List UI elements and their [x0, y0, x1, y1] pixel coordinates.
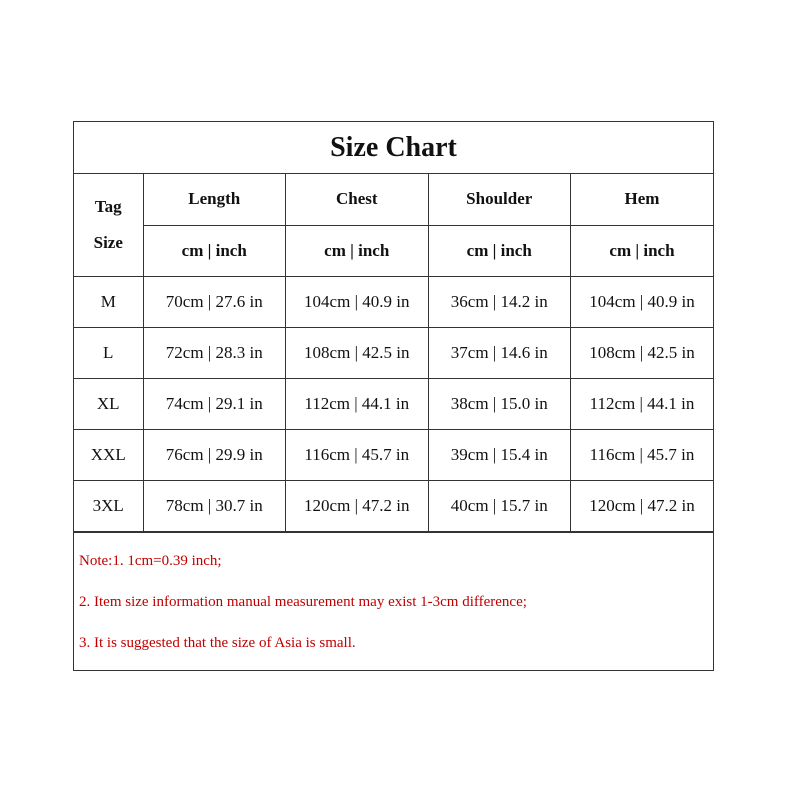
chest-cell: 108cm | 42.5 in [286, 327, 429, 378]
hem-cell: 112cm | 44.1 in [571, 378, 714, 429]
length-cell: 72cm | 28.3 in [143, 327, 286, 378]
note-line: Note:1. 1cm=0.39 inch; [79, 553, 222, 569]
unit-label: cm | inch [286, 225, 429, 276]
table-row [74, 327, 713, 378]
hem-cell: 116cm | 45.7 in [571, 429, 714, 480]
column-header-length: Length [143, 174, 286, 225]
shoulder-cell: 40cm | 15.7 in [428, 480, 571, 531]
table-row [74, 480, 713, 531]
table-row [74, 276, 713, 327]
size-label: 3XL [74, 480, 143, 531]
unit-row [74, 225, 713, 276]
length-cell: 70cm | 27.6 in [143, 276, 286, 327]
size-table [74, 174, 713, 532]
shoulder-cell: 38cm | 15.0 in [428, 378, 571, 429]
length-cell: 78cm | 30.7 in [143, 480, 286, 531]
note-line: 3. It is suggested that the size of Asia is small. [79, 635, 356, 651]
chest-cell: 120cm | 47.2 in [286, 480, 429, 531]
chest-cell: 104cm | 40.9 in [286, 276, 429, 327]
column-header-shoulder: Shoulder [428, 174, 571, 225]
shoulder-cell: 36cm | 14.2 in [428, 276, 571, 327]
header-row [74, 174, 713, 225]
size-label: L [74, 327, 143, 378]
note-line: 2. Item size information manual measurement may exist 1-3cm difference; [79, 594, 527, 610]
size-label: XXL [74, 429, 143, 480]
hem-cell: 104cm | 40.9 in [571, 276, 714, 327]
column-header-hem: Hem [571, 174, 714, 225]
table-row [74, 378, 713, 429]
shoulder-cell: 39cm | 15.4 in [428, 429, 571, 480]
length-cell: 76cm | 29.9 in [143, 429, 286, 480]
tag-size-line1: Tag [94, 196, 122, 216]
table-row [74, 429, 713, 480]
size-chart [73, 121, 714, 671]
unit-label: cm | inch [143, 225, 286, 276]
hem-cell: 108cm | 42.5 in [571, 327, 714, 378]
chest-cell: 116cm | 45.7 in [286, 429, 429, 480]
chart-title: Size Chart [74, 122, 713, 174]
size-label: M [74, 276, 143, 327]
tag-size-line2: Size [93, 232, 123, 252]
unit-label: cm | inch [428, 225, 571, 276]
length-cell: 74cm | 29.1 in [143, 378, 286, 429]
size-label: XL [74, 378, 143, 429]
column-header-chest: Chest [286, 174, 429, 225]
tag-size-header [74, 174, 143, 276]
shoulder-cell: 37cm | 14.6 in [428, 327, 571, 378]
unit-label: cm | inch [571, 225, 714, 276]
hem-cell: 120cm | 47.2 in [571, 480, 714, 531]
chest-cell: 112cm | 44.1 in [286, 378, 429, 429]
notes-section [74, 532, 713, 670]
